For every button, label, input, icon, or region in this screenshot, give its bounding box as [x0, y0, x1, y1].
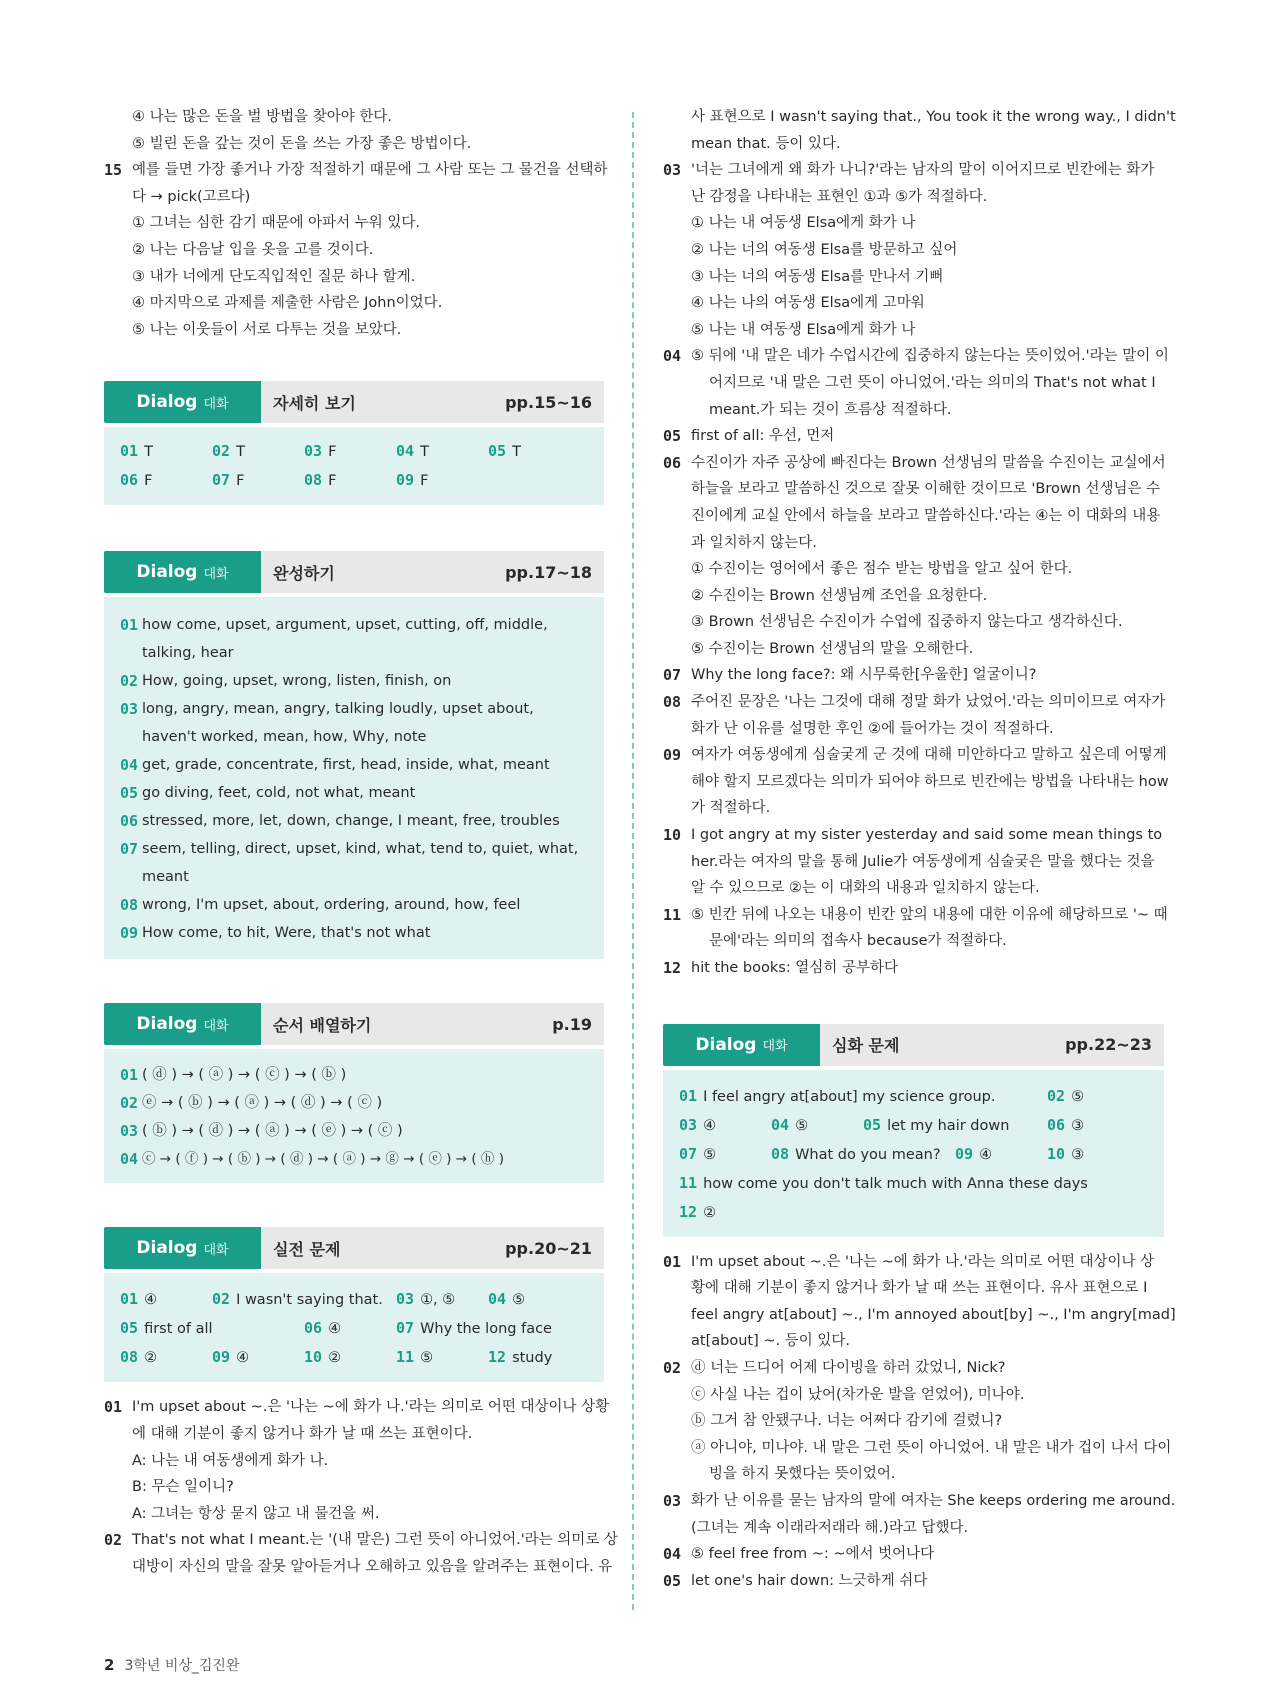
section-title: 심화 문제 [832, 1036, 900, 1056]
dialog-tag [104, 381, 261, 423]
section-title: 자세히 보기 [273, 393, 356, 413]
explanation-line: 문에'라는 의미의 접속사 because가 적절하다. [709, 933, 1007, 950]
answer-item: 01 ④ [120, 1290, 158, 1309]
explanation-04 [663, 343, 1169, 423]
explanation-line: 난 감정을 나타내는 표현인 ①과 ⑤가 적절하다. [691, 188, 988, 205]
tag-en: Dialog [136, 1014, 198, 1035]
answer-item: 01 ( ⓓ ) → ( ⓐ ) → ( ⓒ ) → ( ⓑ ) [120, 1066, 347, 1085]
question-number: 08 [663, 693, 682, 712]
explanation-01 [104, 1394, 610, 1527]
explanation-line: ② 나는 너의 여동생 Elsa를 방문하고 싶어 [691, 241, 958, 258]
page-range: pp.22~23 [1065, 1035, 1152, 1055]
dialog-tag [663, 1024, 820, 1066]
explanation-line: 해야 할지 모르겠다는 의미가 되어야 하므로 빈칸에는 방법을 나타내는 how [691, 773, 1169, 790]
answer-item: 04 get, grade, concentrate, first, head, inside, what, meant [120, 756, 550, 775]
left-column [104, 104, 618, 1581]
tag-en: Dialog [695, 1034, 757, 1055]
right-column [663, 104, 1176, 1594]
answer-item: 02 ⓔ → ( ⓑ ) → ( ⓐ ) → ( ⓓ ) → ( ⓒ ) [120, 1094, 383, 1113]
explanation-12 [663, 955, 1164, 982]
explanation-line: ⑤ 뒤에 '내 말은 네가 수업시간에 집중하지 않는다는 뜻이었어.'라는 말이 이 [691, 348, 1169, 365]
footer-text: 3학년 비상_김진완 [124, 1658, 240, 1674]
tag-ko: 대화 [203, 1242, 229, 1258]
answer-item: 12 study [488, 1348, 553, 1367]
question-number: 10 [663, 826, 682, 845]
answer-item: 06 F [120, 471, 153, 490]
answer-item: 08 ② [120, 1348, 158, 1367]
question-number: 07 [663, 666, 682, 685]
question-number: 01 [663, 1252, 682, 1271]
explanation-line: feel angry at[about] ~., I'm annoyed about[by] ~., I'm angry[mad] [691, 1306, 1176, 1323]
option-line: ④ 나는 많은 돈을 벌 방법을 찾아야 한다. [132, 109, 392, 125]
explanation-line: ① 수진이는 영어에서 좋은 점수 받는 방법을 알고 싶어 한다. [691, 561, 1073, 578]
page-range: pp.20~21 [505, 1238, 592, 1258]
question-number: 12 [663, 959, 682, 977]
explanation-08 [663, 689, 1164, 742]
dialog-tag [104, 1227, 261, 1269]
answer-item: 07 seem, telling, direct, upset, kind, what, tend to, quiet, what, meant [120, 840, 579, 886]
explanation-line: ③ Brown 선생님은 수진이가 수업에 집중하지 않는다고 생각하신다. [691, 614, 1123, 631]
answer-box [104, 1273, 604, 1382]
explanation-line: ⓑ 그거 참 안됐구나. 너는 어쩌다 감기에 걸렸니? [691, 1413, 1003, 1430]
question-number: 05 [663, 1571, 682, 1590]
explanation2-03 [663, 1488, 1176, 1541]
section-header-complete [104, 551, 604, 593]
explanation-07 [663, 662, 1164, 689]
explanation-line: ⑤ 나는 내 여동생 Elsa에게 화가 나 [691, 321, 916, 338]
answer-item: 07 Why the long face [396, 1319, 552, 1338]
page-range: pp.17~18 [505, 562, 592, 582]
explanation-line: I'm upset about ~.은 '나는 ~에 화가 나.'라는 의미로 어떤 대상이나 상황 [132, 1399, 610, 1416]
explanation-line: 어지므로 '내 말은 그런 뜻이 아니었어.'라는 의미의 That's not what I [709, 374, 1156, 391]
explanation-06 [663, 450, 1164, 663]
question-number: 09 [663, 746, 682, 765]
explanation-line: I got angry at my sister yesterday and said some mean things to [691, 827, 1163, 844]
explanation-line: ① 나는 내 여동생 Elsa에게 화가 나 [691, 215, 916, 232]
section-header-order [104, 1003, 604, 1045]
answer-item: 09 How come, to hit, Were, that's not what [120, 924, 431, 943]
explanation-line: 에 대해 기분이 좋지 않거나 화가 날 때 쓰는 표현이다. [132, 1425, 473, 1442]
explanation-line: ⑤ 수진이는 Brown 선생님의 말을 오해한다. [691, 640, 974, 657]
answer-item: 05 go diving, feet, cold, not what, meant [120, 784, 416, 803]
answer-item: 03 F [304, 442, 337, 461]
question-number: 04 [663, 1545, 682, 1564]
explanation-line: 여자가 여동생에게 심술궂게 군 것에 대해 미안하다고 말하고 싶은데 어떻게 [691, 747, 1167, 764]
answer-item: 06 ④ [304, 1319, 342, 1338]
tag-en: Dialog [136, 562, 198, 583]
question-number: 15 [104, 161, 123, 180]
explanation-02 [104, 1527, 618, 1580]
column-divider [632, 112, 634, 1610]
explanation-line: ⓐ 아니야, 미나야. 내 말은 그런 뜻이 아니었어. 내 말은 내가 겁이 나서 다이 [691, 1439, 1172, 1456]
question-number: 05 [663, 427, 682, 446]
explanation-line: 과 일치하지 않는다. [691, 534, 817, 551]
answer-item: 03 long, angry, mean, angry, talking loudly, upset about, haven't worked, mean, how, Why, note [120, 700, 534, 746]
explanation-line: meant.가 되는 것이 흐름상 적절하다. [709, 401, 952, 418]
explanation-line: (그녀는 계속 이래라저래라 해.)라고 답했다. [691, 1519, 969, 1536]
explanation2-01 [663, 1249, 1176, 1355]
explanation-line: B: 무슨 일이니? [132, 1479, 234, 1496]
answer-item: 05 T [488, 442, 521, 461]
explanation-line: 예를 들면 가장 좋거나 가장 적절하기 때문에 그 사람 또는 그 물건을 선택하 [132, 162, 608, 179]
explanation-03 [663, 157, 1164, 343]
answer-item: 10 ② [304, 1348, 342, 1367]
explanation-line: at[about] ~. 등이 있다. [691, 1333, 850, 1350]
question-number: 03 [663, 1491, 682, 1510]
explanation-line: mean that. 등이 있다. [691, 135, 841, 152]
option-line: ⑤ 빌린 돈을 갚는 것이 돈을 쓰는 가장 좋은 방법이다. [132, 135, 472, 152]
explanation-line: 주어진 문장은 '나는 그것에 대해 정말 화가 났었어.'라는 의미이므로 여자가 [691, 694, 1166, 711]
explanation-line: Why the long face?: 왜 시무룩한[우울한] 얼굴이니? [691, 667, 1037, 684]
answer-item: 05 first of all [120, 1319, 213, 1338]
explanation-line: 화가 난 이유를 설명한 후인 ②에 들어가는 것이 적절하다. [691, 720, 1054, 737]
explanation-line: let one's hair down: 느긋하게 쉬다 [691, 1572, 928, 1589]
answer-item: 05 let my hair down [863, 1115, 1010, 1134]
page-number: 2 [104, 1656, 115, 1674]
explanation-line: 알 수 있으므로 ②는 이 대화의 내용과 일치하지 않는다. [691, 880, 1040, 897]
explanation-10 [663, 822, 1164, 902]
explanation-line: 진이에게 교실 안에서 하늘을 보라고 말씀하신다.'라는 ④는 이 대화의 내용 [691, 507, 1161, 524]
explanation-line: ⑤ 빈칸 뒤에 나오는 내용이 빈칸 앞의 내용에 대한 이유에 해당하므로 '~ 때 [691, 906, 1168, 923]
answer-item: 09 F [396, 471, 429, 490]
answer-item: 02 How, going, upset, wrong, listen, finish, on [120, 672, 452, 691]
explanation-line: 빙을 하지 못했다는 뜻이었어. [709, 1466, 896, 1483]
answer-item: 04 ⑤ [488, 1290, 526, 1309]
section-header-detail [104, 381, 604, 423]
dialog-tag [104, 1003, 261, 1045]
explanation-line: ③ 나는 너의 여동생 Elsa를 만나서 기뻐 [691, 268, 944, 285]
answer-item: 04 ⑤ [771, 1115, 809, 1134]
explanation-line: hit the books: 열심히 공부하다 [691, 960, 898, 976]
answer-box [104, 1049, 604, 1183]
explanation-line: ⓒ 사실 나는 겁이 났어(차가운 발을 얻었어), 미나야. [691, 1386, 1025, 1403]
explanation-line: 사 표현으로 I wasn't saying that., You took it the wrong way., I didn't [691, 109, 1176, 125]
explanation-line: A: 나는 내 여동생에게 화가 나. [132, 1452, 329, 1469]
answer-item: 07 F [212, 471, 245, 490]
answer-item: 06 stressed, more, let, down, change, I meant, free, troubles [120, 812, 560, 831]
question-number: 04 [663, 347, 682, 366]
explanation-line: 대방이 자신의 말을 잘못 알아듣거나 오해하고 있음을 알려주는 표현이다. 유 [132, 1558, 613, 1575]
section-title: 순서 배열하기 [273, 1015, 372, 1035]
explanation-line: ⑤ feel free from ~: ~에서 벗어나다 [691, 1546, 935, 1563]
explanation-line: ⓓ 너는 드디어 어제 다이빙을 하러 갔었니, Nick? [691, 1359, 1006, 1376]
answer-item: 02 T [212, 442, 245, 461]
explanation2-05 [663, 1568, 1164, 1595]
dialog-tag [104, 551, 261, 593]
question-number: 03 [663, 161, 682, 180]
answer-item: 02 ⑤ [1047, 1086, 1085, 1105]
answer-item: 04 T [396, 442, 429, 461]
tag-ko: 대화 [203, 1018, 229, 1034]
answer-item: 03 ①, ⑤ [396, 1290, 456, 1309]
section-title: 완성하기 [273, 563, 335, 583]
answer-item: 02 I wasn't saying that. [212, 1290, 383, 1309]
explanation-line: ② 나는 다음날 입을 옷을 고를 것이다. [132, 241, 374, 258]
answer-item: 11 how come you don't talk much with Anna these days [679, 1173, 1088, 1192]
explanation-line: first of all: 우선, 먼저 [691, 428, 835, 445]
explanation-line: ④ 마지막으로 과제를 제출한 사람은 John이었다. [132, 295, 443, 312]
section-header-advanced [663, 1024, 1164, 1066]
answer-item: 08 What do you mean? [771, 1144, 941, 1163]
explanation-line: ① 그녀는 심한 감기 때문에 아파서 누워 있다. [132, 215, 420, 232]
tag-ko: 대화 [203, 566, 229, 582]
question-number: 06 [663, 453, 682, 472]
answer-item: 01 T [120, 442, 153, 461]
page-range: pp.15~16 [505, 392, 592, 412]
answer-item: 03 ④ [679, 1115, 717, 1134]
explanation-09 [663, 742, 1169, 822]
explanation-line: 가 적절하다. [691, 800, 771, 817]
answer-item: 12 ② [679, 1202, 717, 1221]
question-number: 01 [104, 1398, 123, 1417]
answer-item: 01 how come, upset, argument, upset, cutting, off, middle, talking, hear [120, 616, 548, 662]
answer-item: 04 ⓒ → ( ⓕ ) → ( ⓑ ) → ( ⓓ ) → ( ⓐ ) → ⓖ → ( ⓔ ) → ( ⓗ ) [120, 1150, 504, 1169]
tag-en: Dialog [136, 1238, 198, 1259]
explanation-line: 황에 대해 기분이 좋지 않거나 화가 날 때 쓰는 표현이다. 유사 표현으로 I [691, 1280, 1148, 1297]
answer-item: 08 F [304, 471, 337, 490]
explanation-line: her.라는 여자의 말을 통해 Julie가 여동생에게 심술궂은 말을 했다는 것을 [691, 853, 1155, 870]
answer-item: 06 ③ [1047, 1115, 1085, 1134]
question-15 [104, 157, 608, 343]
answer-item: 08 wrong, I'm upset, about, ordering, around, how, feel [120, 896, 521, 915]
explanation2-04 [663, 1541, 1164, 1568]
explanation-line: ③ 내가 너에게 단도직입적인 질문 하나 할게. [132, 268, 416, 285]
explanation-line: 다 → pick(고르다) [132, 188, 251, 205]
tag-ko: 대화 [203, 396, 229, 412]
answer-box [104, 597, 604, 959]
explanation-line: '너는 그녀에게 왜 화가 나니?'라는 남자의 말이 이어지므로 빈칸에는 화가 [691, 162, 1155, 179]
answer-item: 11 ⑤ [396, 1348, 434, 1367]
answer-item: 03 ( ⓑ ) → ( ⓓ ) → ( ⓐ ) → ( ⓔ ) → ( ⓒ ) [120, 1122, 403, 1141]
page-footer [104, 1655, 239, 1675]
explanation-05 [663, 423, 1164, 450]
page-range: p.19 [552, 1014, 592, 1034]
explanation-line: 화가 난 이유를 묻는 남자의 말에 여자는 She keeps ordering me around. [691, 1492, 1176, 1509]
explanation-11 [663, 902, 1168, 955]
answer-item: 10 ③ [1047, 1144, 1085, 1163]
explanation-line: 수진이가 자주 공상에 빠진다는 Brown 선생님의 말씀을 수진이는 교실에서 [691, 454, 1166, 471]
section-header-practice [104, 1227, 604, 1269]
answer-item: 07 ⑤ [679, 1144, 717, 1163]
answer-box [663, 1070, 1164, 1237]
tag-en: Dialog [136, 392, 198, 413]
explanation-line: ⑤ 나는 이웃들이 서로 다투는 것을 보았다. [132, 321, 402, 338]
section-title: 실전 문제 [273, 1239, 341, 1259]
explanation-line: ④ 나는 나의 여동생 Elsa에게 고마워 [691, 295, 925, 312]
explanation-line: 하늘을 보라고 말씀하신 것으로 잘못 이해한 것이므로 'Brown 선생님은 수 [691, 481, 1161, 498]
explanation2-02 [663, 1355, 1172, 1488]
question-number: 11 [663, 905, 682, 924]
answer-item: 09 ④ [212, 1348, 250, 1367]
explanation-line: A: 그녀는 항상 묻지 않고 내 물건을 써. [132, 1505, 380, 1522]
explanation-line: ② 수진이는 Brown 선생님께 조언을 요청한다. [691, 587, 988, 604]
answer-item: 09 ④ [955, 1144, 993, 1163]
question-number: 02 [663, 1358, 682, 1377]
tag-ko: 대화 [762, 1039, 788, 1055]
explanation-line: That's not what I meant.는 '(내 말은) 그런 뜻이 아니었어.'라는 의미로 상 [132, 1532, 618, 1549]
question-number: 02 [104, 1531, 123, 1550]
answer-item: 01 I feel angry at[about] my science group. [679, 1086, 996, 1105]
answer-box [104, 427, 604, 505]
explanation-line: I'm upset about ~.은 '나는 ~에 화가 나.'라는 의미로 어떤 대상이나 상 [691, 1253, 1155, 1270]
